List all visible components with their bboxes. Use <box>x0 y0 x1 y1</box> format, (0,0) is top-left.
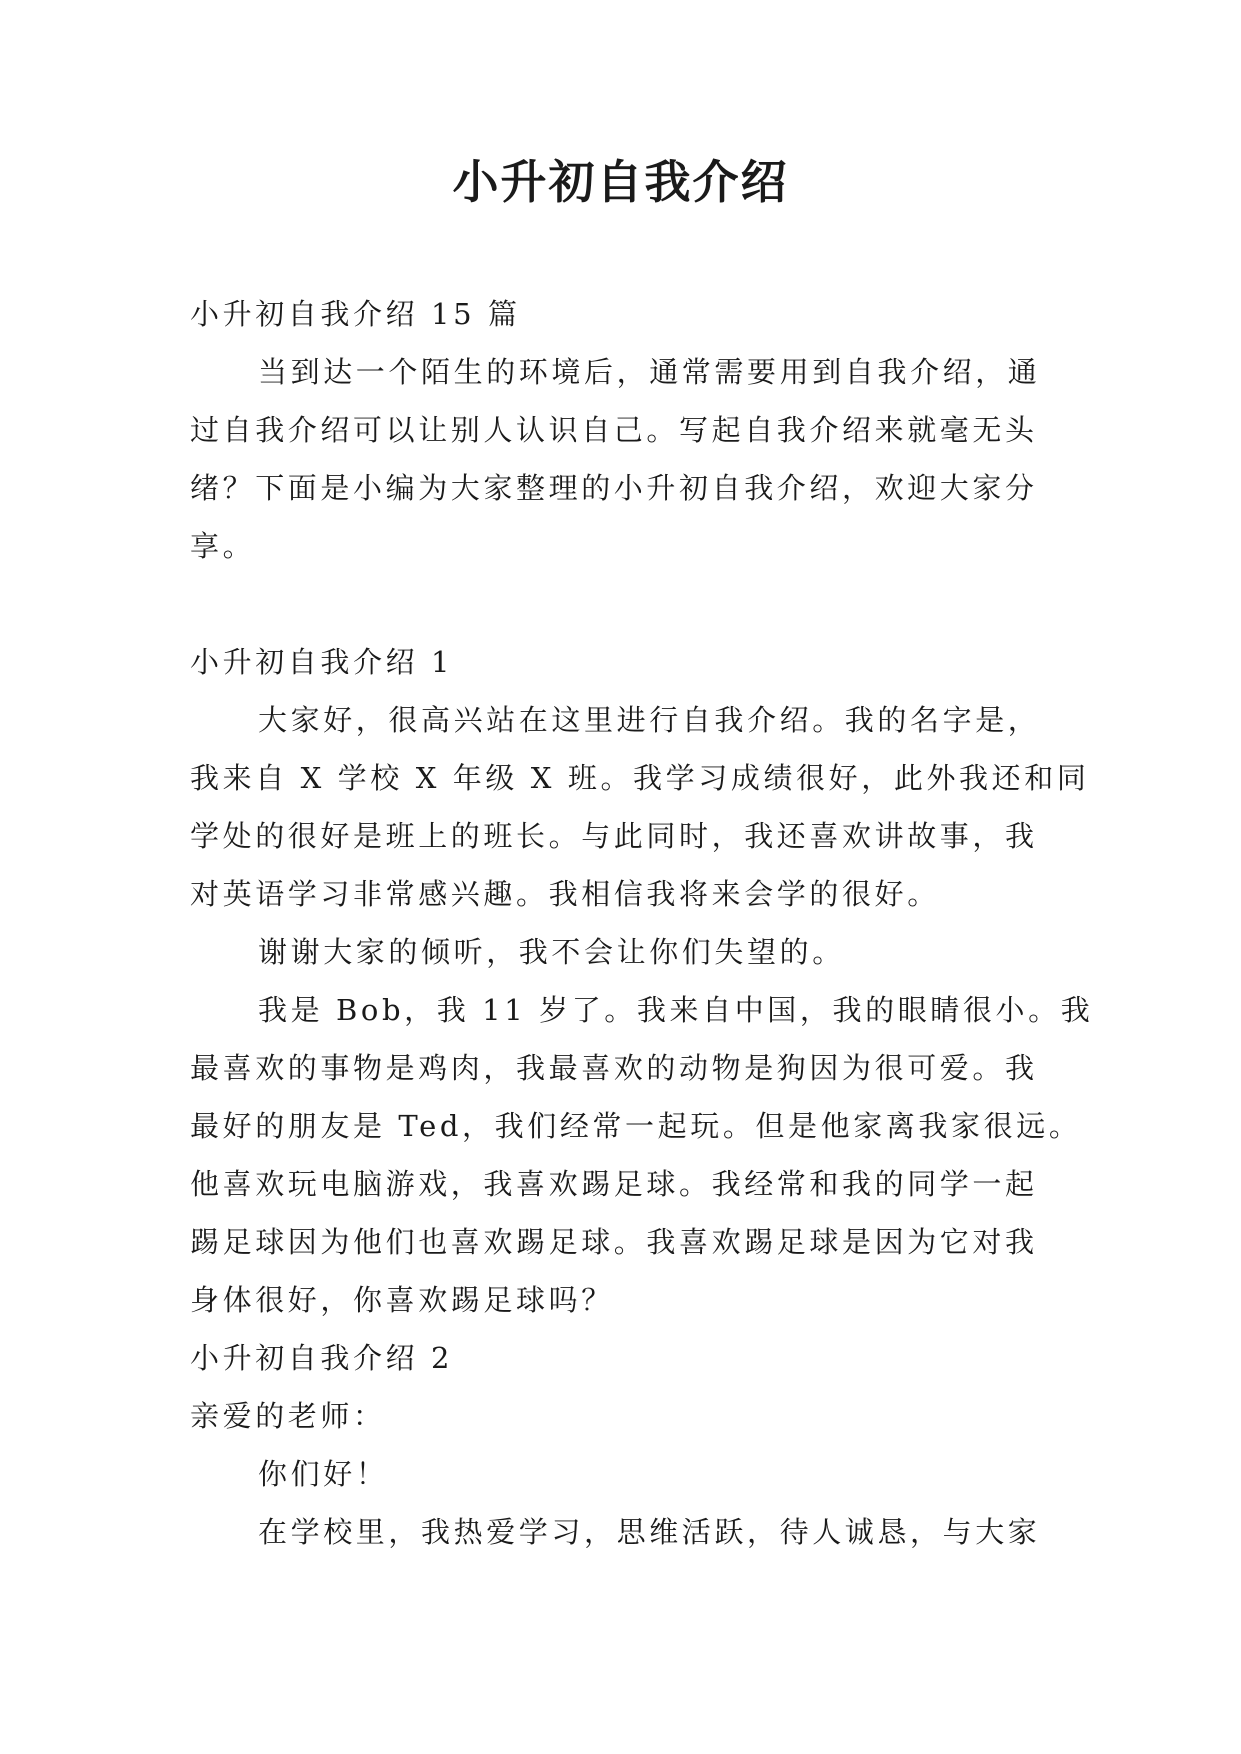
section-heading: 小升初自我介绍 2 <box>190 1341 454 1375</box>
text-line: 最喜欢的事物是鸡肉，我最喜欢的动物是狗因为很可爱。我 <box>190 1051 1038 1085</box>
text-line: 踢足球因为他们也喜欢踢足球。我喜欢踢足球是因为它对我 <box>190 1225 1038 1259</box>
text-line: 大家好，很高兴站在这里进行自我介绍。我的名字是， <box>258 703 1041 737</box>
page-title: 小升初自我介绍 <box>452 155 789 209</box>
text-line: 在学校里，我热爱学习，思维活跃，待人诚恳，与大家 <box>258 1515 1041 1549</box>
text-line: 他喜欢玩电脑游戏，我喜欢踢足球。我经常和我的同学一起 <box>190 1167 1038 1201</box>
text-line: 绪？下面是小编为大家整理的小升初自我介绍，欢迎大家分 <box>190 471 1038 505</box>
text-line: 对英语学习非常感兴趣。我相信我将来会学的很好。 <box>190 877 940 911</box>
text-line: 当到达一个陌生的环境后，通常需要用到自我介绍，通 <box>258 355 1041 389</box>
text-line: 享。 <box>190 529 256 563</box>
text-line: 学处的很好是班上的班长。与此同时，我还喜欢讲故事，我 <box>190 819 1038 853</box>
text-line: 我来自 X 学校 X 年级 X 班。我学习成绩很好，此外我还和同 <box>190 761 1090 795</box>
salutation: 亲爱的老师： <box>190 1399 386 1433</box>
document-body <box>190 285 1094 1561</box>
text-line: 谢谢大家的倾听，我不会让你们失望的。 <box>258 935 845 969</box>
section-heading: 小升初自我介绍 1 <box>190 645 454 679</box>
text-line: 过自我介绍可以让别人认识自己。写起自我介绍来就毫无头 <box>190 413 1038 447</box>
text-line: 小升初自我介绍 15 篇 <box>190 297 521 331</box>
text-line: 最好的朋友是 Ted，我们经常一起玩。但是他家离我家很远。 <box>190 1109 1082 1143</box>
text-line: 身体很好，你喜欢踢足球吗？ <box>190 1283 614 1317</box>
text-line: 我是 Bob，我 11 岁了。我来自中国，我的眼睛很小。我 <box>258 993 1094 1027</box>
greeting: 你们好！ <box>258 1457 389 1491</box>
blank-line <box>190 575 1060 633</box>
